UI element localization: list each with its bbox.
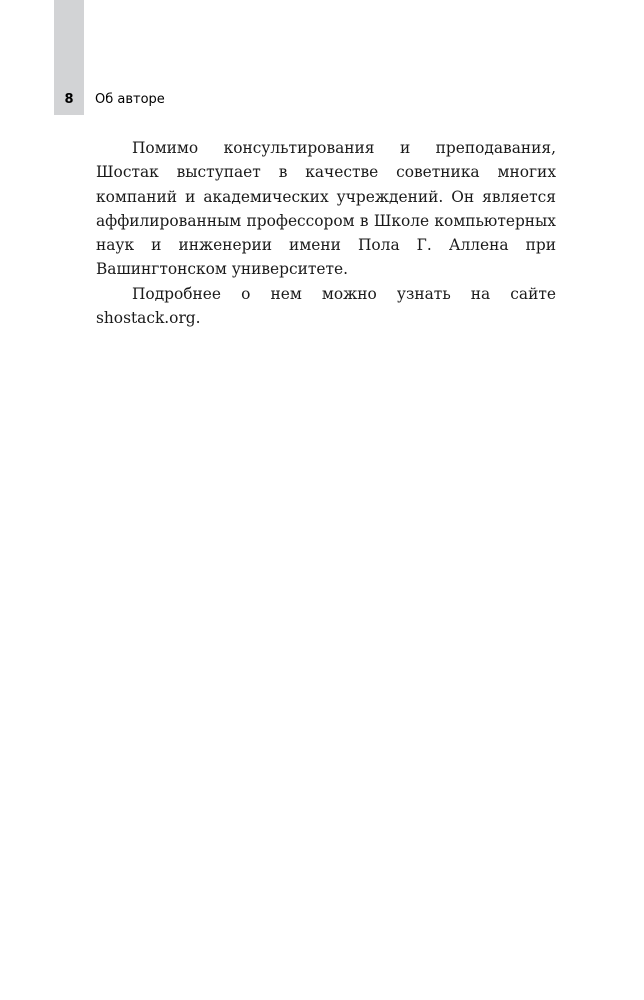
page-number: 8 xyxy=(64,92,74,107)
paragraph: Помимо консультирования и преподавания, Шостак выступает в качестве советника многих компаний и академических учреждений. Он является аффилированным профессором в Школе компьютерных наук и инженерии имени Пола Г. Аллена при Вашингтонском университете. xyxy=(96,139,556,279)
paragraph: Подробнее о нем можно узнать на сайте shostack.org. xyxy=(96,284,556,328)
body-text xyxy=(96,136,556,330)
running-head: Об авторе xyxy=(95,92,165,107)
